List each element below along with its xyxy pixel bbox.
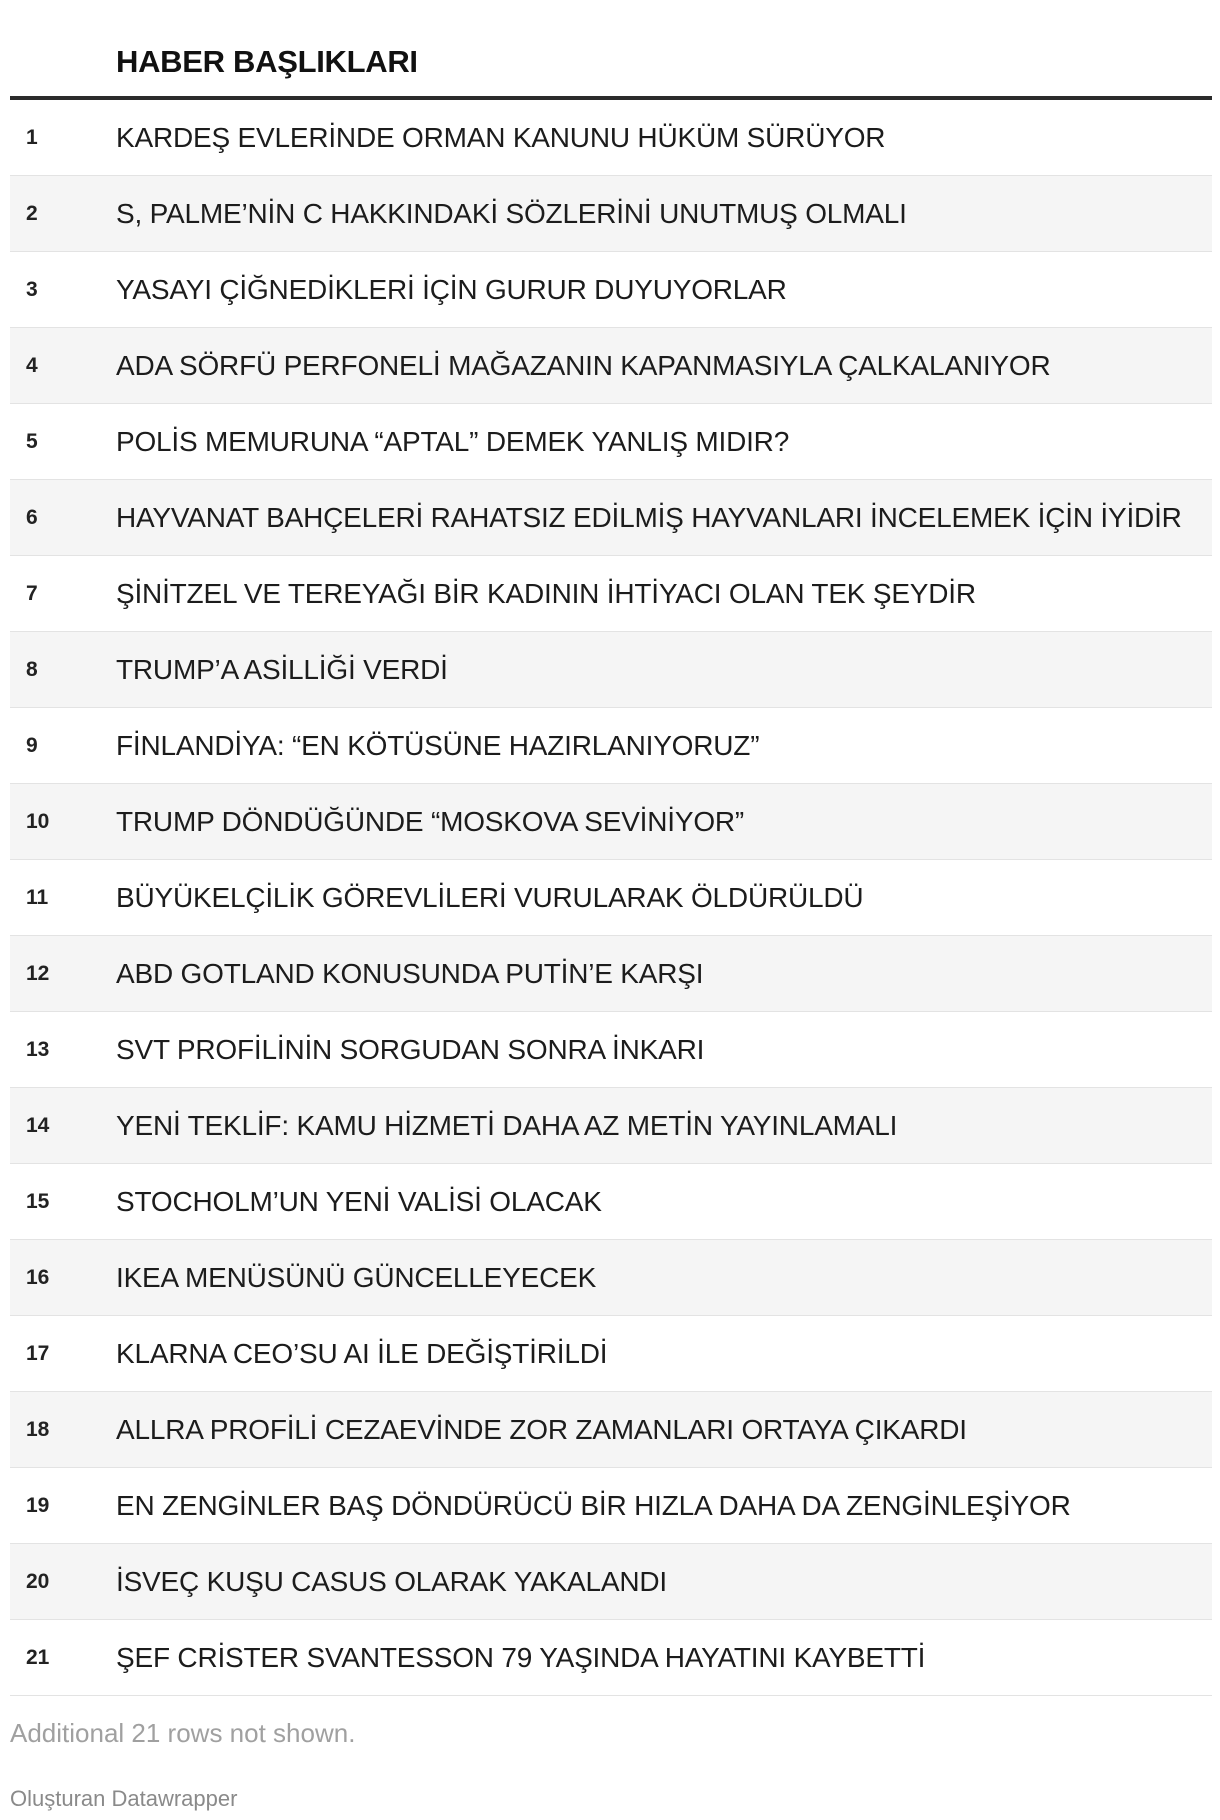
table-row: [10, 480, 1212, 556]
table-row: [10, 252, 1212, 328]
row-number: 15: [26, 1190, 50, 1213]
row-headline: TRUMP’A ASİLLİĞİ VERDİ: [116, 654, 448, 685]
table-row: [10, 784, 1212, 860]
table-row: [10, 1240, 1212, 1316]
row-headline: YENİ TEKLİF: KAMU HİZMETİ DAHA AZ METİN YAYINLAMALI: [116, 1110, 898, 1141]
row-headline: ŞEF CRİSTER SVANTESSON 79 YAŞINDA HAYATINI KAYBETTİ: [116, 1642, 926, 1673]
row-number: 21: [26, 1646, 50, 1669]
table-row: [10, 860, 1212, 936]
table-row: [10, 1012, 1212, 1088]
row-number: 20: [26, 1570, 50, 1593]
table-row: [10, 936, 1212, 1012]
table-row: [10, 328, 1212, 404]
row-number: 16: [26, 1266, 50, 1289]
column-header-headlines[interactable]: HABER BAŞLIKLARI: [116, 44, 418, 79]
row-headline: EN ZENGİNLER BAŞ DÖNDÜRÜCÜ BİR HIZLA DAHA DA ZENGİNLEŞİYOR: [116, 1490, 1071, 1521]
table-body: [10, 100, 1212, 1696]
row-headline: S, PALME’NİN C HAKKINDAKİ SÖZLERİNİ UNUTMUŞ OLMALI: [116, 198, 907, 229]
row-headline: BÜYÜKELÇİLİK GÖREVLİLERİ VURULARAK ÖLDÜRÜLDÜ: [116, 882, 864, 913]
row-headline: POLİS MEMURUNA “APTAL” DEMEK YANLIŞ MIDIR?: [116, 426, 790, 457]
row-headline: ALLRA PROFİLİ CEZAEVİNDE ZOR ZAMANLARI ORTAYA ÇIKARDI: [116, 1414, 967, 1445]
row-number: 7: [26, 582, 38, 605]
row-headline: YASAYI ÇİĞNEDİKLERİ İÇİN GURUR DUYUYORLAR: [116, 274, 787, 305]
row-headline: STOCHOLM’UN YENİ VALİSİ OLACAK: [116, 1186, 602, 1217]
table-row: [10, 1392, 1212, 1468]
table-row: [10, 1620, 1212, 1696]
row-headline: SVT PROFİLİNİN SORGUDAN SONRA İNKARI: [116, 1034, 705, 1065]
row-number: 2: [26, 202, 38, 225]
row-headline: ADA SÖRFÜ PERFONELİ MAĞAZANIN KAPANMASIYLA ÇALKALANIYOR: [116, 350, 1051, 381]
row-headline: TRUMP DÖNDÜĞÜNDE “MOSKOVA SEVİNİYOR”: [116, 806, 745, 837]
table-row: [10, 708, 1212, 784]
row-number: 13: [26, 1038, 50, 1061]
table-row: [10, 632, 1212, 708]
table-header: [10, 22, 1212, 100]
row-number: 5: [26, 430, 38, 453]
row-headline: ŞİNİTZEL VE TEREYAĞI BİR KADININ İHTİYACI OLAN TEK ŞEYDİR: [116, 578, 976, 609]
table-row: [10, 404, 1212, 480]
row-number: 6: [26, 506, 38, 529]
row-number: 1: [26, 126, 38, 149]
table-row: [10, 1088, 1212, 1164]
row-headline: ABD GOTLAND KONUSUNDA PUTİN’E KARŞI: [116, 958, 704, 989]
row-number: 18: [26, 1418, 50, 1441]
row-number: 19: [26, 1494, 50, 1517]
row-number: 14: [26, 1114, 50, 1137]
row-number: 17: [26, 1342, 50, 1365]
table-row: [10, 1544, 1212, 1620]
row-headline: IKEA MENÜSÜNÜ GÜNCELLEYECEK: [116, 1262, 597, 1293]
table-row: [10, 1164, 1212, 1240]
table-row: [10, 176, 1212, 252]
row-number: 8: [26, 658, 38, 681]
row-number: 3: [26, 278, 38, 301]
table-row: [10, 556, 1212, 632]
headlines-table: [10, 22, 1212, 1696]
more-rows-note: Additional 21 rows not shown.: [10, 1718, 356, 1748]
table-row: [10, 1468, 1212, 1544]
row-number: 10: [26, 810, 50, 833]
table-row: [10, 1316, 1212, 1392]
row-number: 4: [26, 354, 38, 377]
credit-line[interactable]: Oluşturan Datawrapper: [10, 1786, 238, 1811]
row-number: 11: [26, 886, 49, 909]
row-headline: HAYVANAT BAHÇELERİ RAHATSIZ EDİLMİŞ HAYVANLARI İNCELEMEK İÇİN İYİDİR: [116, 502, 1182, 533]
table-row: [10, 100, 1212, 176]
row-headline: İSVEÇ KUŞU CASUS OLARAK YAKALANDI: [116, 1566, 667, 1597]
row-headline: KARDEŞ EVLERİNDE ORMAN KANUNU HÜKÜM SÜRÜYOR: [116, 122, 886, 153]
row-number: 12: [26, 962, 50, 985]
row-headline: KLARNA CEO’SU AI İLE DEĞİŞTİRİLDİ: [116, 1338, 608, 1369]
row-headline: FİNLANDİYA: “EN KÖTÜSÜNE HAZIRLANIYORUZ”: [116, 730, 760, 761]
row-number: 9: [26, 734, 38, 757]
